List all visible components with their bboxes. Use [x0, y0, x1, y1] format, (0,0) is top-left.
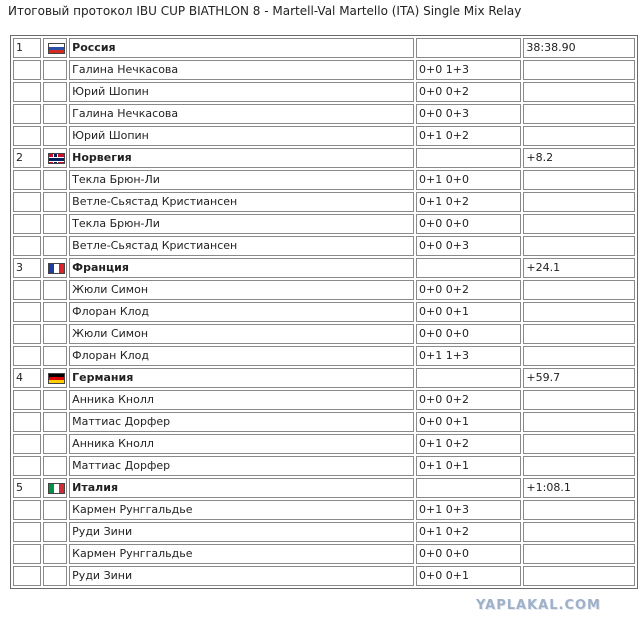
- flag-cell: [43, 280, 68, 300]
- place-cell: [13, 280, 41, 300]
- flag-cell: [43, 60, 68, 80]
- result-cell: [523, 280, 635, 300]
- flag-cell: [43, 522, 68, 542]
- place-cell: [13, 60, 41, 80]
- shooting-cell: 0+1 0+3: [416, 500, 521, 520]
- result-cell: [523, 302, 635, 322]
- shooting-cell: 0+0 0+0: [416, 324, 521, 344]
- result-cell: [523, 500, 635, 520]
- shooting-cell: 0+1 0+0: [416, 170, 521, 190]
- place-cell: 1: [13, 38, 41, 58]
- result-cell: [523, 544, 635, 564]
- athlete-cell: Кармен Рунггальдье: [69, 500, 414, 520]
- watermark: YAPLAKAL.COM: [476, 598, 601, 613]
- flag-cell: [43, 566, 68, 586]
- shooting-cell: 0+1 1+3: [416, 346, 521, 366]
- result-cell: [523, 126, 635, 146]
- shooting-cell: 0+1 0+2: [416, 434, 521, 454]
- place-cell: [13, 544, 41, 564]
- place-cell: [13, 346, 41, 366]
- result-cell: [523, 192, 635, 212]
- place-cell: [13, 456, 41, 476]
- result-cell: [523, 346, 635, 366]
- athlete-cell: Флоран Клод: [69, 302, 414, 322]
- shooting-cell: [416, 478, 521, 498]
- place-cell: [13, 82, 41, 102]
- shooting-cell: 0+0 1+3: [416, 60, 521, 80]
- shooting-cell: 0+0 0+2: [416, 390, 521, 410]
- leg-row: [13, 126, 635, 146]
- result-cell: [523, 104, 635, 124]
- place-cell: [13, 324, 41, 344]
- leg-row: [13, 302, 635, 322]
- team-row: [13, 38, 635, 58]
- result-cell: [523, 412, 635, 432]
- place-cell: [13, 390, 41, 410]
- flag-cell: [43, 82, 68, 102]
- result-cell: 38:38.90: [523, 38, 635, 58]
- athlete-cell: Галина Нечкасова: [69, 104, 414, 124]
- team-row: [13, 148, 635, 168]
- flag-cell: [43, 214, 68, 234]
- team-row: [13, 258, 635, 278]
- shooting-cell: 0+0 0+0: [416, 214, 521, 234]
- place-cell: [13, 214, 41, 234]
- shooting-cell: [416, 258, 521, 278]
- result-cell: [523, 434, 635, 454]
- flag-cell: [43, 302, 68, 322]
- leg-row: [13, 236, 635, 256]
- leg-row: [13, 280, 635, 300]
- athlete-cell: Анника Кнолл: [69, 390, 414, 410]
- athlete-cell: Текла Брюн-Ли: [69, 214, 414, 234]
- place-cell: [13, 522, 41, 542]
- leg-row: [13, 390, 635, 410]
- place-cell: 4: [13, 368, 41, 388]
- leg-row: [13, 192, 635, 212]
- result-cell: [523, 170, 635, 190]
- result-cell: [523, 214, 635, 234]
- result-cell: [523, 566, 635, 586]
- leg-row: [13, 214, 635, 234]
- shooting-cell: 0+0 0+1: [416, 412, 521, 432]
- place-cell: [13, 126, 41, 146]
- flag-cell: [43, 192, 68, 212]
- athlete-cell: Текла Брюн-Ли: [69, 170, 414, 190]
- shooting-cell: 0+0 0+1: [416, 566, 521, 586]
- place-cell: [13, 434, 41, 454]
- result-cell: +1:08.1: [523, 478, 635, 498]
- place-cell: 5: [13, 478, 41, 498]
- flag-cell: [43, 544, 68, 564]
- athlete-cell: Юрий Шопин: [69, 126, 414, 146]
- athlete-cell: Галина Нечкасова: [69, 60, 414, 80]
- place-cell: 3: [13, 258, 41, 278]
- place-cell: [13, 192, 41, 212]
- result-cell: [523, 456, 635, 476]
- leg-row: [13, 346, 635, 366]
- shooting-cell: 0+0 0+0: [416, 544, 521, 564]
- leg-row: [13, 544, 635, 564]
- leg-row: [13, 434, 635, 454]
- athlete-cell: Руди Зини: [69, 522, 414, 542]
- place-cell: [13, 236, 41, 256]
- flag-cell: [43, 170, 68, 190]
- athlete-cell: Ветле-Сьястад Кристиансен: [69, 236, 414, 256]
- results-table: [10, 35, 638, 589]
- flag-cell: [43, 434, 68, 454]
- flag-cell: [43, 390, 68, 410]
- athlete-cell: Маттиас Дорфер: [69, 412, 414, 432]
- leg-row: [13, 104, 635, 124]
- leg-row: [13, 170, 635, 190]
- flag-cell: [43, 258, 68, 278]
- shooting-cell: [416, 368, 521, 388]
- athlete-cell: Кармен Рунггальдье: [69, 544, 414, 564]
- shooting-cell: [416, 38, 521, 58]
- athlete-cell: Руди Зини: [69, 566, 414, 586]
- place-cell: [13, 170, 41, 190]
- flag-cell: [43, 148, 68, 168]
- athlete-cell: Маттиас Дорфер: [69, 456, 414, 476]
- shooting-cell: 0+0 0+2: [416, 280, 521, 300]
- flag-cell: [43, 126, 68, 146]
- leg-row: [13, 566, 635, 586]
- result-cell: +8.2: [523, 148, 635, 168]
- country-cell: Норвегия: [69, 148, 414, 168]
- flag-cell: [43, 38, 68, 58]
- flag-russia-icon: [48, 43, 65, 54]
- result-cell: [523, 522, 635, 542]
- place-cell: [13, 412, 41, 432]
- shooting-cell: [416, 148, 521, 168]
- place-cell: [13, 104, 41, 124]
- flag-norway-icon: [48, 153, 65, 164]
- results-body: [13, 38, 635, 586]
- country-cell: Италия: [69, 478, 414, 498]
- result-cell: +24.1: [523, 258, 635, 278]
- athlete-cell: Юрий Шопин: [69, 82, 414, 102]
- result-cell: [523, 324, 635, 344]
- athlete-cell: Жюли Симон: [69, 280, 414, 300]
- leg-row: [13, 522, 635, 542]
- flag-cell: [43, 346, 68, 366]
- place-cell: [13, 566, 41, 586]
- leg-row: [13, 60, 635, 80]
- flag-cell: [43, 236, 68, 256]
- leg-row: [13, 456, 635, 476]
- flag-cell: [43, 104, 68, 124]
- place-cell: 2: [13, 148, 41, 168]
- shooting-cell: 0+1 0+1: [416, 456, 521, 476]
- leg-row: [13, 500, 635, 520]
- result-cell: [523, 82, 635, 102]
- flag-germany-icon: [48, 373, 65, 384]
- shooting-cell: 0+0 0+3: [416, 236, 521, 256]
- result-cell: [523, 390, 635, 410]
- athlete-cell: Флоран Клод: [69, 346, 414, 366]
- shooting-cell: 0+1 0+2: [416, 192, 521, 212]
- flag-cell: [43, 456, 68, 476]
- place-cell: [13, 302, 41, 322]
- athlete-cell: Ветле-Сьястад Кристиансен: [69, 192, 414, 212]
- flag-cell: [43, 478, 68, 498]
- shooting-cell: 0+1 0+2: [416, 522, 521, 542]
- result-cell: +59.7: [523, 368, 635, 388]
- team-row: [13, 478, 635, 498]
- flag-cell: [43, 368, 68, 388]
- athlete-cell: Анника Кнолл: [69, 434, 414, 454]
- leg-row: [13, 324, 635, 344]
- leg-row: [13, 82, 635, 102]
- shooting-cell: 0+0 0+2: [416, 82, 521, 102]
- shooting-cell: 0+1 0+2: [416, 126, 521, 146]
- flag-france-icon: [48, 263, 65, 274]
- flag-cell: [43, 324, 68, 344]
- flag-cell: [43, 412, 68, 432]
- country-cell: Россия: [69, 38, 414, 58]
- flag-italy-icon: [48, 483, 65, 494]
- team-row: [13, 368, 635, 388]
- leg-row: [13, 412, 635, 432]
- result-cell: [523, 236, 635, 256]
- country-cell: Франция: [69, 258, 414, 278]
- athlete-cell: Жюли Симон: [69, 324, 414, 344]
- result-cell: [523, 60, 635, 80]
- page-title: Итоговый протокол IBU CUP BIATHLON 8 - Martell-Val Martello (ITA) Single Mix Relay: [8, 4, 522, 18]
- shooting-cell: 0+0 0+1: [416, 302, 521, 322]
- country-cell: Германия: [69, 368, 414, 388]
- place-cell: [13, 500, 41, 520]
- flag-cell: [43, 500, 68, 520]
- shooting-cell: 0+0 0+3: [416, 104, 521, 124]
